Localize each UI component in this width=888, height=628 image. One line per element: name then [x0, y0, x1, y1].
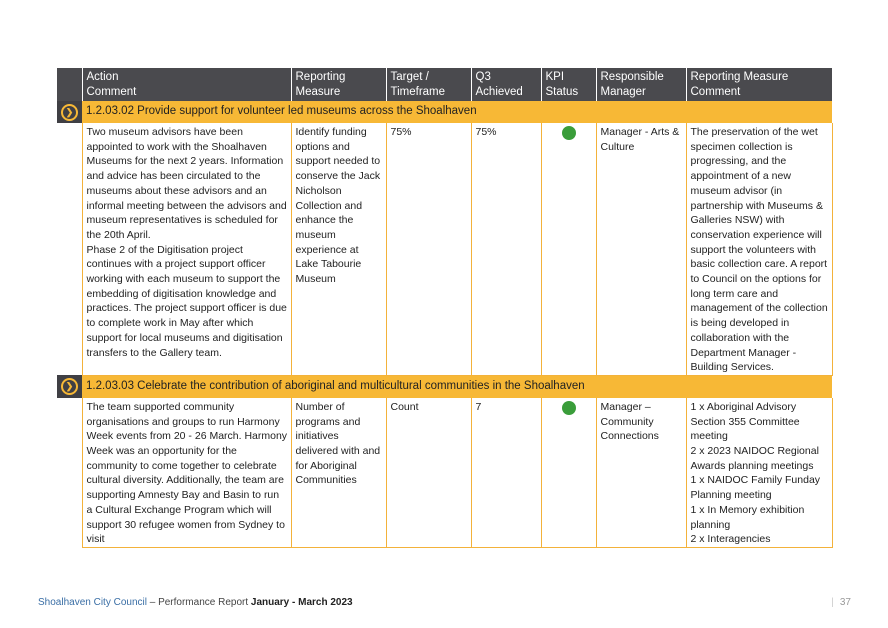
- action-comment-cell: Two museum advisors have been appointed to work with the Shoalhaven Museums for the next 2 years. Information and advice has been circulated to the museums about these advisors and an informal meeting between the advisors and museum representatives is scheduled for the 20th April. Phase 2 of the Digitisation project continues with a project support officer working with each museum to support the embedding of digitisation knowledge and practices. The project support officer is due to complete work in May after which support for local museums and digitisation transfers to the Gallery team.: [82, 123, 291, 375]
- performance-report-table-wrapper: [57, 68, 832, 548]
- kpi-status-cell: [541, 123, 596, 375]
- table-header-row: [57, 68, 832, 101]
- page-number-divider: |: [831, 597, 834, 608]
- target-cell: 75%: [386, 123, 471, 375]
- header-responsible-manager: Responsible Manager: [596, 68, 686, 101]
- header-reporting-measure: Reporting Measure: [291, 68, 386, 101]
- reporting-measure-comment-cell: 1 x Aboriginal Advisory Section 355 Committee meeting 2 x 2023 NAIDOC Regional Awards planning meetings 1 x NAIDOC Family Funday Planning meeting 1 x In Memory exhibition planning 2 x Interagencies: [686, 398, 832, 548]
- header-action-comment: Action Comment: [82, 68, 291, 101]
- kpi-status-cell: [541, 398, 596, 548]
- page-footer: [38, 597, 353, 608]
- responsible-manager-cell: Manager – Community Connections: [596, 398, 686, 548]
- kpi-status-green-dot: [562, 401, 576, 415]
- performance-report-table: [57, 68, 833, 548]
- reporting-measure-comment-cell: The preservation of the wet specimen collection is progressing, and the appointment of a new museum advisor (in partnership with Museums & Galleries NSW) with conservation experience will support the volunteers with basic collection care. A report to Council on the options for long term care and management of the collection is being developed in collaboration with the Department Manager - Building Services.: [686, 123, 832, 375]
- footer-org-name: Shoalhaven City Council: [38, 597, 147, 608]
- section-expand-cell[interactable]: [57, 375, 82, 398]
- footer-report-label: – Performance Report: [146, 597, 251, 608]
- page-number: 37: [839, 597, 851, 608]
- row-gutter: [57, 123, 82, 375]
- section-expand-cell[interactable]: [57, 101, 82, 123]
- row-gutter: [57, 398, 82, 548]
- section-title: 1.2.03.03 Celebrate the contribution of aboriginal and multicultural communities in the Shoalhaven: [82, 375, 832, 398]
- footer-period: January - March 2023: [250, 597, 353, 608]
- table-row: [57, 398, 832, 548]
- target-cell: Count: [386, 398, 471, 548]
- header-target-timeframe: Target / Timeframe: [386, 68, 471, 101]
- kpi-status-green-dot: [562, 126, 576, 140]
- responsible-manager-cell: Manager - Arts & Culture: [596, 123, 686, 375]
- achieved-cell: 7: [471, 398, 541, 548]
- header-q3-achieved: Q3 Achieved: [471, 68, 541, 101]
- section-row-1-2-03-02: [57, 101, 832, 123]
- header-gutter: [57, 68, 82, 101]
- section-title: 1.2.03.02 Provide support for volunteer led museums across the Shoalhaven: [82, 101, 832, 123]
- header-kpi-status: KPI Status: [541, 68, 596, 101]
- table-row: [57, 123, 832, 375]
- section-row-1-2-03-03: [57, 375, 832, 398]
- page-number-block: [831, 597, 851, 608]
- chevron-right-circle-icon[interactable]: ❯: [61, 104, 78, 121]
- action-comment-cell: The team supported community organisations and groups to run Harmony Week events from 20 - 26 March. Harmony Week was an opportunity for the community to come together to celebrate cultural diversity. Additionally, the team are supporting Amnesty Bay and Basin to run a Cultural Exchange Program which will support 30 refugee women from Sydney to visit: [82, 398, 291, 548]
- header-reporting-measure-comment: Reporting Measure Comment: [686, 68, 832, 101]
- achieved-cell: 75%: [471, 123, 541, 375]
- chevron-right-circle-icon[interactable]: ❯: [61, 378, 78, 395]
- reporting-measure-cell: Identify funding options and support needed to conserve the Jack Nicholson Collection and enhance the museum experience at Lake Tabourie Museum: [291, 123, 386, 375]
- reporting-measure-cell: Number of programs and initiatives delivered with and for Aboriginal Communities: [291, 398, 386, 548]
